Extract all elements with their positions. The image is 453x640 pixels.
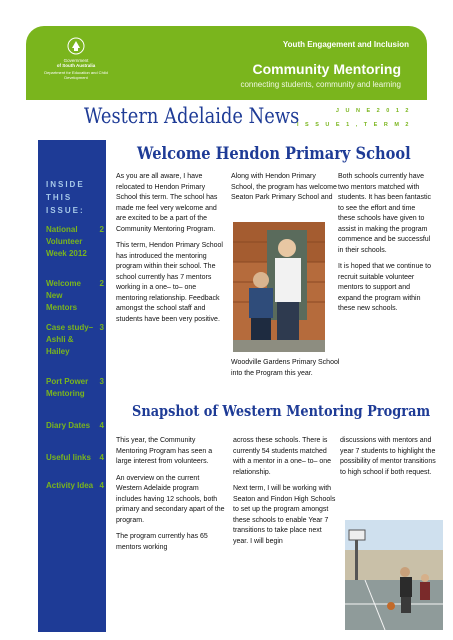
toc-page: 2 (99, 225, 104, 234)
paragraph: It is hoped that we continue to recruit suitable volunteer mentors to support and expand the program within these new schools. (338, 263, 432, 312)
toc-label: Welcome New Mentors (46, 279, 81, 312)
government-logo (34, 36, 118, 92)
toc-page: 3 (99, 323, 104, 332)
inside-heading-line: ISSUE: (46, 206, 85, 215)
toc-label: Port Power Mentoring (46, 377, 89, 398)
toc-page: 2 (99, 279, 104, 288)
toc-item[interactable] (46, 224, 108, 260)
issue-number: I S S U E 1 , T E R M 2 (296, 122, 411, 128)
paragraph: As you are all aware, I have relocated to Hendon Primary School this term. The school has made me feel very welcome and are excited to be a part of the Community Mentoring Program. (116, 173, 218, 233)
article1-column-2 (231, 172, 341, 210)
header-banner (26, 26, 427, 100)
article-heading-welcome: Welcome Hendon Primary School (137, 144, 411, 164)
toc-page: 4 (99, 453, 104, 462)
paragraph: An overview on the current Western Adelaide program includes having 12 schools, both primary and secondary apart of the program. (116, 474, 225, 524)
inside-heading-line: THIS (46, 193, 73, 202)
toc-page: 4 (99, 421, 104, 430)
inside-heading-line: INSIDE (46, 180, 85, 189)
mentor-photo (233, 222, 325, 352)
tagline: Youth Engagement and Inclusion (282, 40, 409, 49)
toc-page: 4 (99, 481, 104, 490)
toc-label: Activity Idea (46, 481, 94, 490)
paragraph: Along with Hendon Primary School, the program has welcome Seaton Park Primary School and (231, 173, 337, 201)
toc-item[interactable] (46, 480, 108, 492)
article2-column-2 (233, 436, 337, 553)
toc-item[interactable] (46, 452, 108, 464)
logo-line-government: Government (63, 58, 89, 63)
newsletter-title: Western Adelaide News (84, 104, 300, 128)
article-heading-snapshot: Snapshot of Western Mentoring Program (132, 402, 431, 420)
basketball-photo (345, 520, 443, 630)
article1-column-1 (116, 172, 224, 331)
toc-item[interactable] (46, 278, 108, 314)
toc-page: 3 (99, 377, 104, 386)
paragraph: Next term, I will be working with Seaton and Findon High Schools to set up the program amongst these schools to enable Year 7 transitions to take place next year. I will begin (233, 485, 336, 545)
paragraph: This term, Hendon Primary School has introduced the mentoring program within their school. The school currently has 7 mentors working in a one– to– one mentoring relationship. Feedback amongst the school staff and students have been very positive. (116, 242, 223, 323)
emblem-icon (66, 36, 86, 56)
paragraph: discussions with mentors and year 7 students to highlight the possibility of mentor transitions to high school if both request. (340, 437, 436, 476)
paragraph: The program currently has 65 mentors working (116, 533, 208, 551)
logo-line-state: of South Australia (56, 63, 96, 68)
paragraph: Both schools currently have two mentors matched with students. It has been fantastic to see the effort and time these schools have given to assist in making the program commence and be successful in their schools. (338, 173, 432, 254)
paragraph: Woodville Gardens Primary School into the Program this year. (231, 359, 340, 377)
logo-line-department: Department for Education and Child Development (44, 70, 108, 80)
toc-item[interactable] (46, 376, 108, 400)
article1-column-2-continued (231, 358, 341, 385)
toc-item[interactable] (46, 420, 108, 432)
toc-label: National Volunteer Week 2012 (46, 225, 87, 258)
issue-date: J U N E 2 0 1 2 (335, 108, 411, 114)
toc-label: Case study– Ashli & Hailey (46, 323, 94, 356)
program-title: Community Mentoring (252, 61, 401, 77)
paragraph: across these schools. There is currently 54 students matched with a mentor in a one– to– one relationship. (233, 437, 332, 476)
paragraph: This year, the Community Mentoring Program has seen a large interest from volunteers. (116, 437, 213, 465)
sidebar (38, 140, 106, 632)
program-subtitle: connecting students, community and learning (240, 80, 401, 89)
inside-this-issue-heading (46, 178, 85, 217)
toc-label: Diary Dates (46, 421, 91, 430)
article2-column-1 (116, 436, 226, 559)
issue-info (297, 104, 411, 132)
article1-column-3 (338, 172, 434, 321)
toc-item[interactable] (46, 322, 108, 358)
toc-label: Useful links (46, 453, 91, 462)
article2-column-3 (340, 436, 440, 484)
